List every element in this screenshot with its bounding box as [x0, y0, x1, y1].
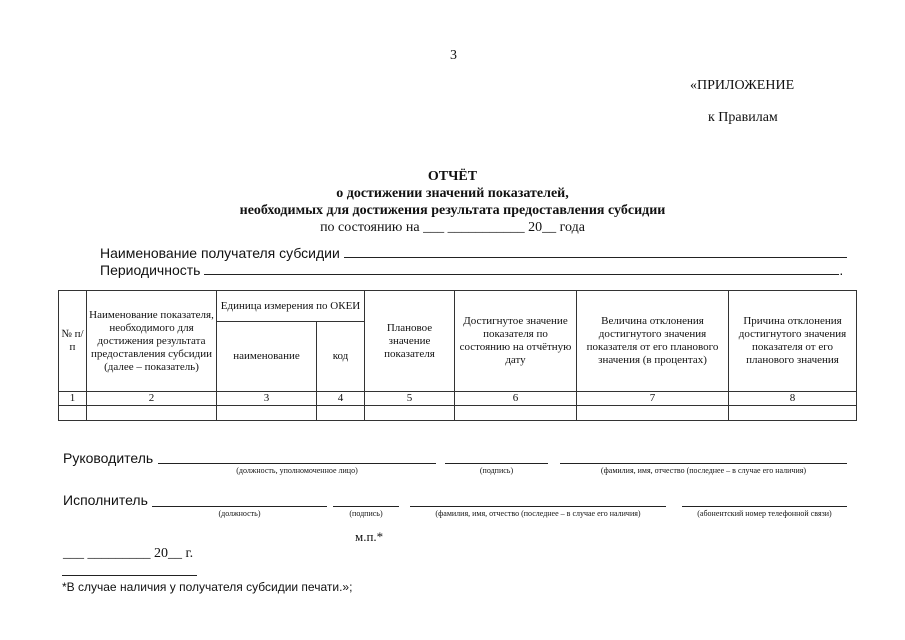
- page-number: 3: [450, 48, 457, 63]
- report-as-of: по состоянию на ___ ___________ 20__ года: [320, 220, 585, 235]
- col-number: 7: [577, 392, 729, 406]
- col-number: 4: [317, 392, 365, 406]
- header-plan: Плановое значение показателя: [365, 291, 455, 392]
- col-number: 6: [455, 392, 577, 406]
- executor-caption-signature: (подпись): [349, 509, 383, 518]
- head-label: Руководитель: [63, 450, 154, 466]
- header-indicator: Наименование показателя, необходимого для достижения результата предоставления субсидии (далее – показатель): [87, 291, 217, 392]
- head-position-line: [158, 463, 436, 464]
- recipient-label: Наименование получателя субсидии: [100, 245, 340, 261]
- column-number-row: [59, 392, 857, 406]
- executor-label: Исполнитель: [63, 492, 148, 508]
- report-title: ОТЧЁТ: [427, 169, 478, 184]
- table-cell: [577, 406, 729, 421]
- recipient-row: [100, 245, 848, 261]
- col-number: 5: [365, 392, 455, 406]
- header-unit-name: наименование: [217, 322, 317, 392]
- head-caption-name: (фамилия, имя, отчество (последнее – в случае его наличия): [600, 466, 807, 475]
- executor-name-line: [410, 506, 666, 507]
- header-actual: Достигнутое значение показателя по состоянию на отчётную дату: [455, 291, 577, 392]
- appendix-heading: «ПРИЛОЖЕНИЕ: [690, 78, 795, 93]
- table-cell: [365, 406, 455, 421]
- footnote-separator: [62, 575, 197, 576]
- executor-position-line: [152, 506, 327, 507]
- table-cell: [317, 406, 365, 421]
- head-signature-line: [445, 463, 548, 464]
- signature-date: ___ _________ 20__ г.: [63, 546, 194, 561]
- to-rules-label: к Правилам: [708, 110, 778, 125]
- header-number: № п/п: [59, 291, 87, 392]
- header-reason: Причина отклонения достигнутого значения показателя от его планового значения: [729, 291, 857, 392]
- executor-caption-position: (должность): [218, 509, 261, 518]
- table-cell: [59, 406, 87, 421]
- executor-phone-line: [682, 506, 847, 507]
- executor-caption-name: (фамилия, имя, отчество (последнее – в случае его наличия): [435, 509, 641, 518]
- col-number: 3: [217, 392, 317, 406]
- head-caption-signature: (подпись): [479, 466, 514, 475]
- report-subtitle-1: о достижении значений показателей,: [336, 186, 569, 201]
- table-cell: [455, 406, 577, 421]
- periodicity-row: [100, 262, 848, 278]
- table-row: [59, 406, 857, 421]
- header-deviation: Величина отклонения достигнутого значения показателя от его планового значения (в процентах): [577, 291, 729, 392]
- table-cell: [87, 406, 217, 421]
- col-number: 1: [59, 392, 87, 406]
- table-cell: [729, 406, 857, 421]
- stamp-place: м.п.*: [355, 529, 384, 544]
- report-table: [58, 290, 857, 421]
- report-subtitle-2: необходимых для достижения результата предоставления субсидии: [239, 203, 666, 218]
- table-cell: [217, 406, 317, 421]
- recipient-fill-line: [344, 245, 847, 258]
- executor-caption-phone: (абонентский номер телефонной связи): [697, 509, 832, 518]
- periodicity-label: Периодичность: [100, 262, 201, 278]
- periodicity-end: .: [839, 262, 844, 278]
- header-unit-code: код: [317, 322, 365, 392]
- col-number: 8: [729, 392, 857, 406]
- head-name-line: [560, 463, 847, 464]
- footnote: *В случае наличия у получателя субсидии печати.»;: [62, 580, 353, 594]
- executor-signature-line: [333, 506, 399, 507]
- periodicity-fill-line: [204, 262, 839, 275]
- header-unit: Единица измерения по ОКЕИ: [217, 291, 365, 322]
- col-number: 2: [87, 392, 217, 406]
- head-caption-position: (должность, уполномоченное лицо): [236, 466, 358, 475]
